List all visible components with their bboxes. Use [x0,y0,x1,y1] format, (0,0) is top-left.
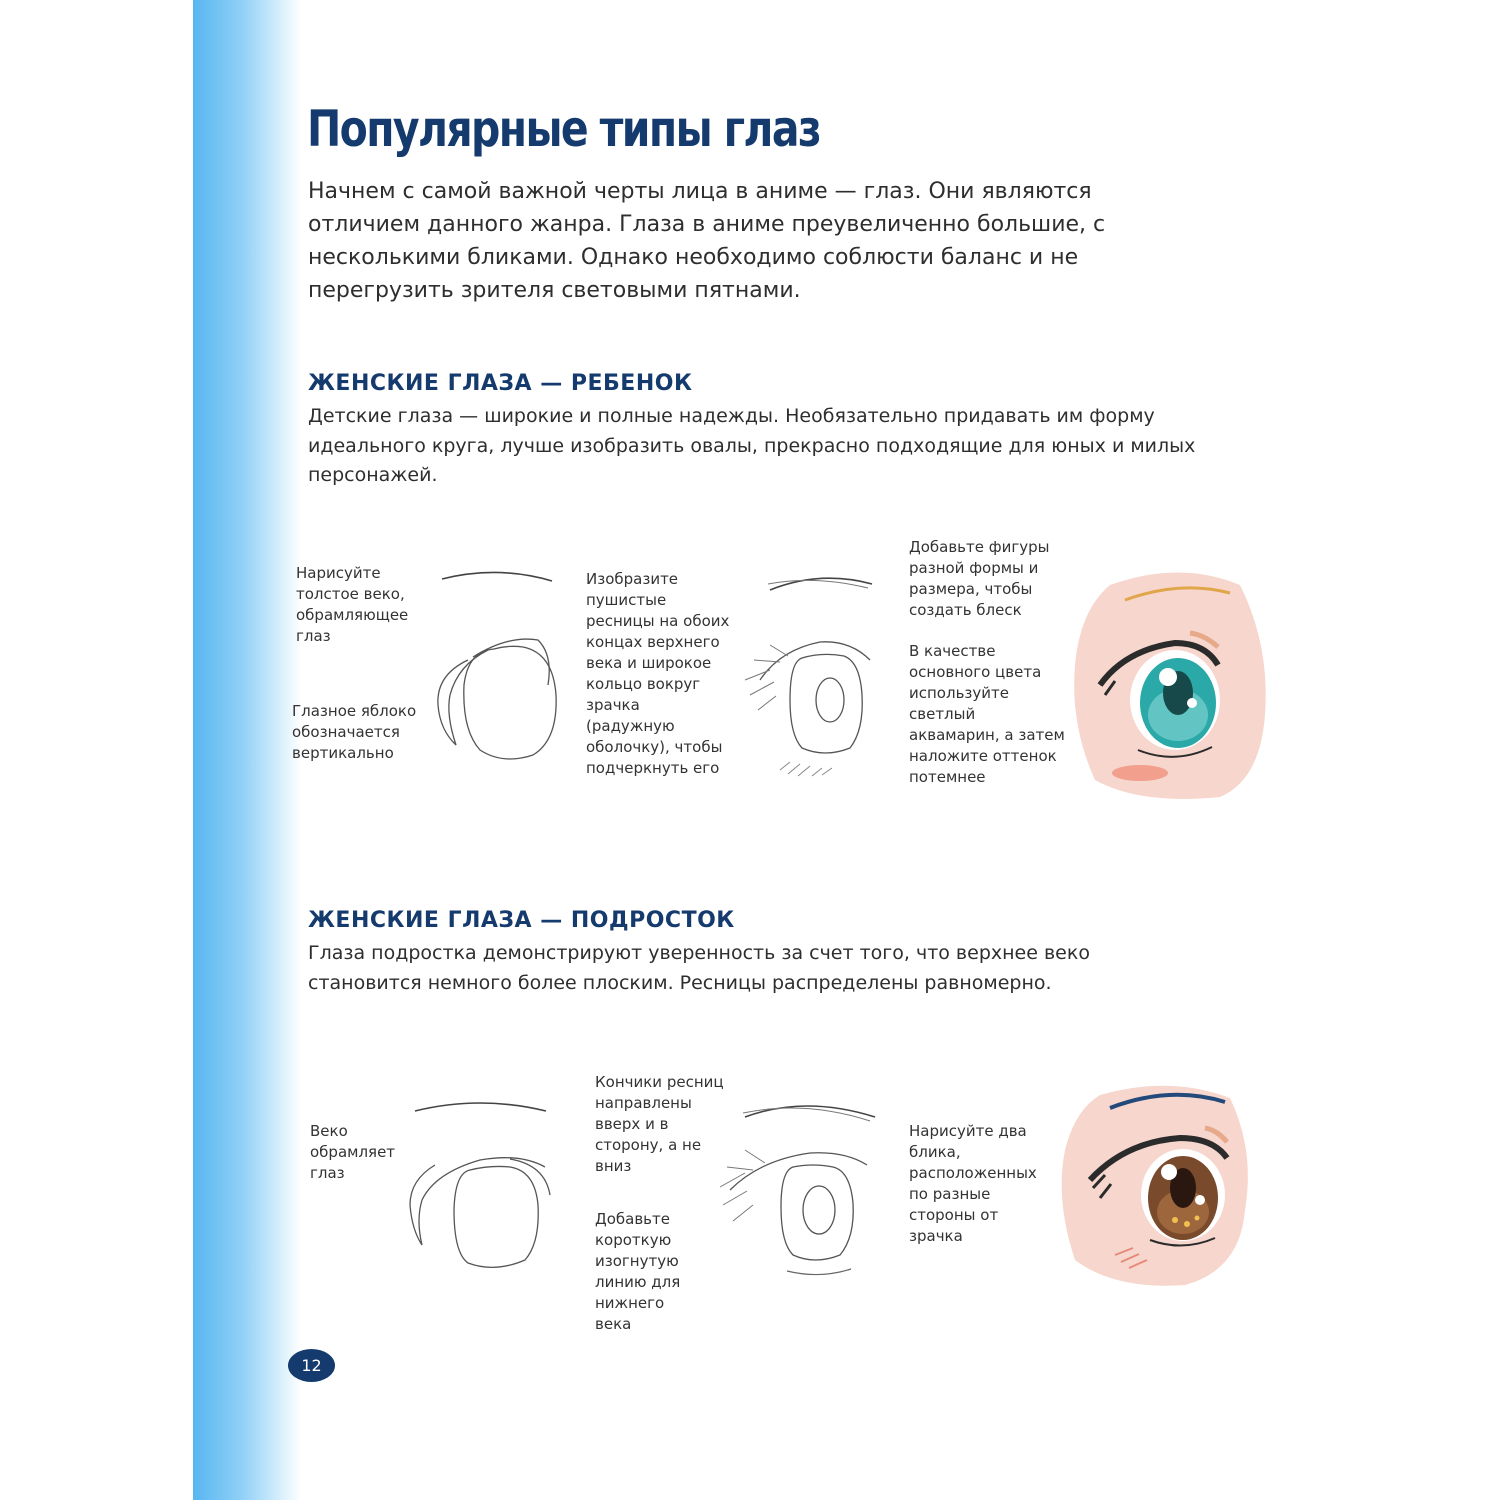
note-lowerlid-teen: Добавьте короткую изогнутую линию для нижнего века [595,1210,681,1333]
note-eyelid-child: Нарисуйте толстое веко, обрамляющее глаз [296,564,409,645]
section-text-teen: Глаза подростка демонстрируют уверенность за счет того, что верхнее веко становится немного более плоским. Ресницы распределены равномерно. [308,942,1090,994]
teen-eye-sketch-step2 [715,1095,885,1285]
note-color-child: В качестве основного цвета используйте светлый аквамарин, а затем наложите оттенок потемнее [909,642,1065,786]
section-heading-child: ЖЕНСКИЕ ГЛАЗА — РЕБЕНОК [308,371,693,396]
note-highlights-teen: Нарисуйте два блика, расположенных по разные стороны от зрачка [909,1122,1037,1245]
note-eyelid-teen: Веко обрамляет глаз [310,1122,396,1182]
page-title: Популярные типы глаз [307,100,821,158]
note-lashes-child: Изобразите пушистые ресницы на обоих концах верхнего века и широкое кольцо вокруг зрачка (радужную оболочку), чтобы подчеркнуть его [586,570,730,777]
intro-paragraph: Начнем с самой важной черты лица в аниме — глаз. Они являются отличием данного жанра. Глаза в аниме преувеличенно большие, с несколькими бликами. Однако необходимо соблюсти баланс и не перегрузить зрителя световыми пятнами. [308,179,1106,303]
page-number-badge: 12 [288,1349,335,1382]
side-gradient-stripe [193,0,301,1500]
note-eyeball-child: Глазное яблоко обозначается вертикально [292,702,417,762]
child-eye-colored [1070,565,1270,805]
teen-eye-colored [1055,1080,1255,1290]
section-heading-teen: ЖЕНСКИЕ ГЛАЗА — ПОДРОСТОК [308,908,735,933]
note-shapes-child: Добавьте фигуры разной формы и размера, чтобы создать блеск [909,538,1050,619]
child-eye-sketch-step2 [740,570,890,790]
child-eye-sketch-step1 [428,565,568,765]
teen-eye-sketch-step1 [400,1095,560,1285]
note-lashtips-teen: Кончики ресниц направлены вверх и в сторону, а не вниз [595,1073,724,1175]
section-text-child: Детские глаза — широкие и полные надежды. Необязательно придавать им форму идеального круга, лучше изобразить овалы, прекрасно подходящие для юных и милых персонажей. [308,405,1196,486]
